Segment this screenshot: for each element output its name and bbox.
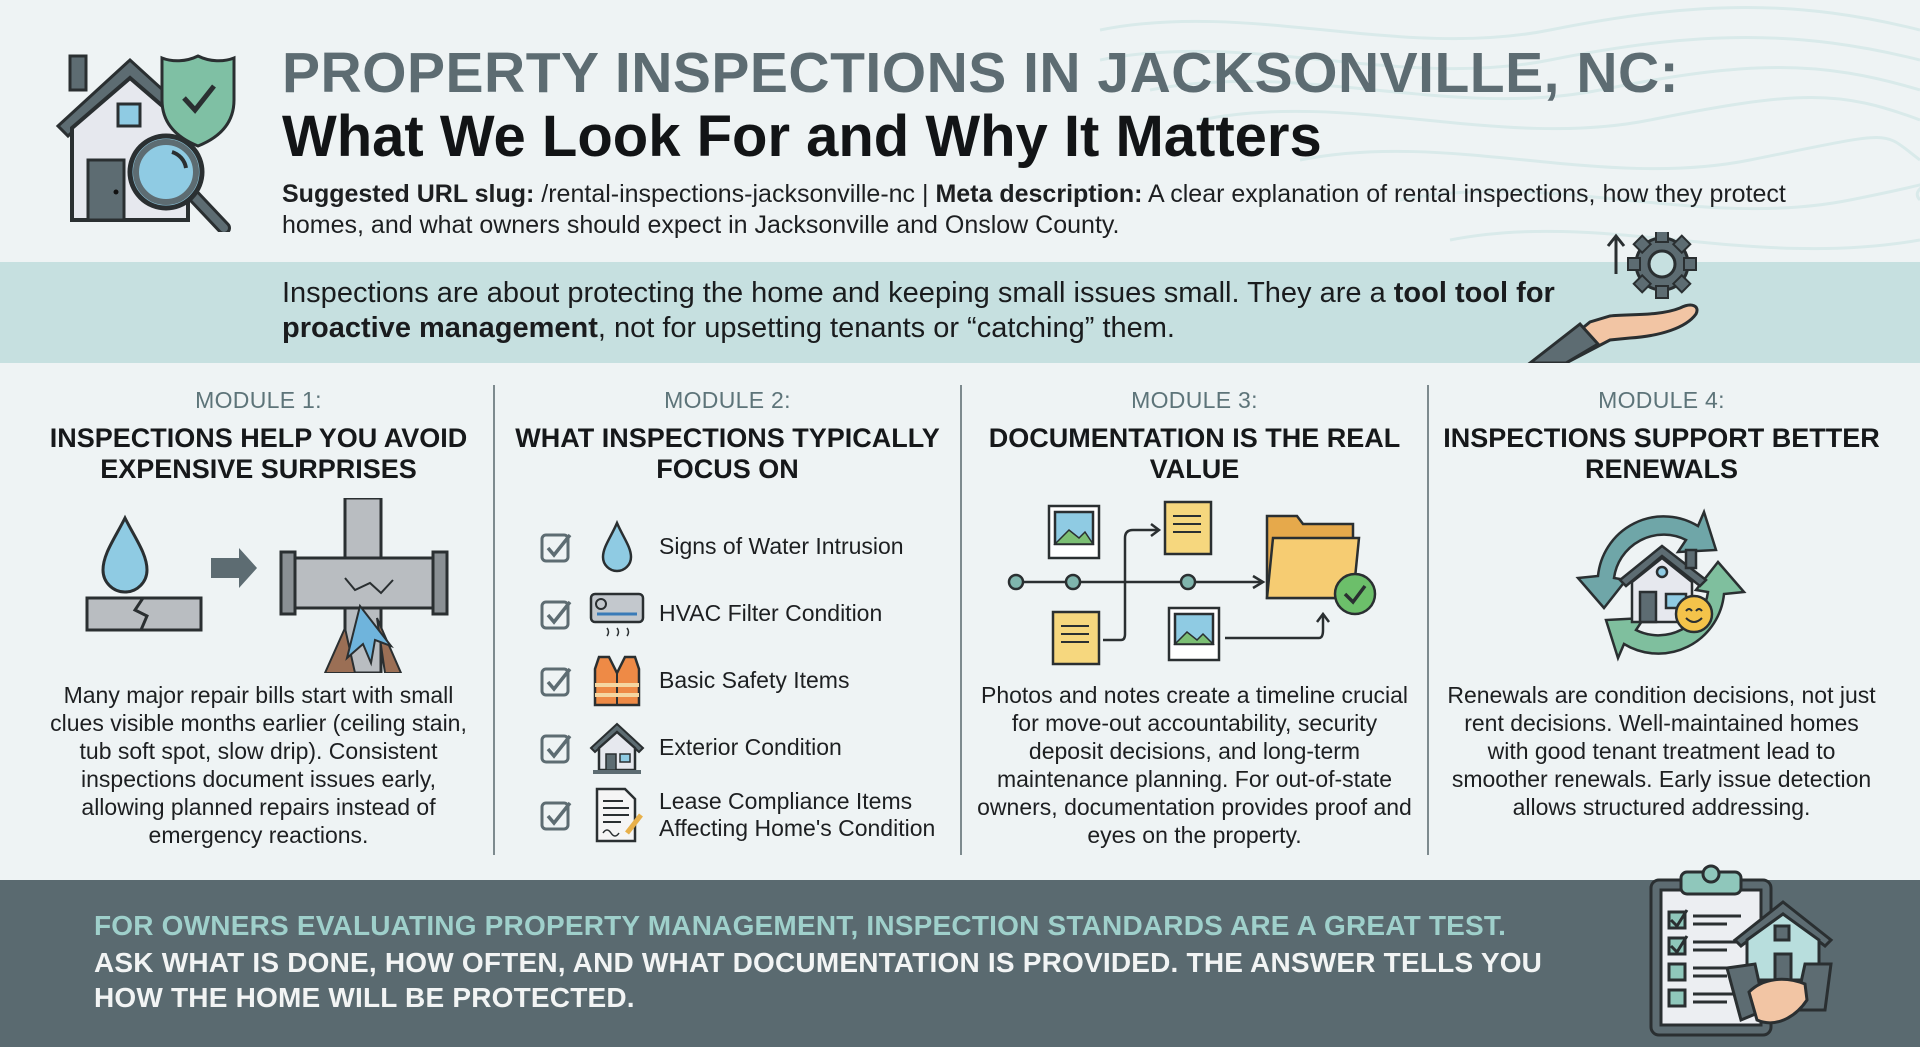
module-4 [1428, 363, 1895, 880]
key-message-start: Inspections are about protecting the home and keeping small issues small. They are a [282, 277, 1394, 309]
checklist-item-label: Lease Compliance Items Affecting Home's Condition [659, 787, 936, 841]
key-message-text [282, 276, 1582, 346]
footer-headline: FOR OWNERS EVALUATING PROPERTY MANAGEMENT, INSPECTION STANDARDS ARE A GREAT TEST. [94, 910, 1507, 941]
module-label: MODULE 3: [1131, 387, 1258, 413]
module-label: MODULE 1: [195, 387, 322, 413]
footer-body: ASK WHAT IS DONE, HOW OFTEN, AND WHAT DOCUMENTATION IS PROVIDED. THE ANSWER TELLS YOU HOW THE HOME WILL BE PROTECTED. [94, 947, 1543, 1013]
house-shield-magnifier-icon [48, 42, 240, 232]
checked-box-icon [539, 597, 573, 631]
checklist-item [539, 781, 959, 848]
page-subtitle: What We Look For and Why It Matters [282, 104, 1322, 169]
checked-box-icon [539, 731, 573, 765]
safety-vest-icon [589, 653, 645, 709]
focus-checklist [539, 513, 959, 848]
checklist-item [539, 580, 959, 647]
key-message-band [0, 262, 1920, 363]
module-body: Many major repair bills start with small clues visible months earlier (ceiling stain, tub soft spot, slow drip). Consistent inspections document issues early, allowing planned repairs instead of emergency reactions. [50, 682, 467, 848]
drip-to-burst-pipe-icon [25, 498, 492, 673]
meta-description-value: A clear explanation of rental inspections, how they protect homes, and what owners should expect in Jacksonville and Onslow County. [282, 180, 1786, 239]
module-title: INSPECTIONS SUPPORT BETTER RENEWALS [1443, 423, 1880, 484]
module-3 [961, 363, 1428, 880]
key-message-end: , not for upsetting tenants or “catching” them. [597, 312, 1175, 344]
checklist-item [539, 647, 959, 714]
module-2 [494, 363, 961, 880]
module-body: Renewals are condition decisions, not just rent decisions. Well-maintained homes with good tenant treatment lead to smoother renewals. Early issue detection allows structured addressing. [1447, 682, 1876, 820]
renewal-cycle-house-icon [1428, 498, 1895, 673]
checklist-item-label: Basic Safety Items [659, 667, 850, 693]
hvac-unit-icon [589, 586, 645, 642]
meta-description-label: Meta description: [935, 180, 1143, 208]
water-drop-icon [589, 519, 645, 575]
checked-box-icon [539, 664, 573, 698]
signed-document-icon [589, 787, 645, 843]
house-icon [589, 720, 645, 776]
module-label: MODULE 2: [664, 387, 791, 413]
checklist-item-label: Signs of Water Intrusion [659, 533, 904, 559]
page-header [0, 0, 1920, 262]
module-body: Photos and notes create a timeline crucial for move-out accountability, security deposit decisions, and long-term maintenance planning. For out-of-state owners, documentation provides proof and eyes on the property. [977, 682, 1412, 848]
page-title: PROPERTY INSPECTIONS IN JACKSONVILLE, NC: [282, 41, 1680, 105]
module-title: WHAT INSPECTIONS TYPICALLY FOCUS ON [515, 423, 940, 484]
key-message-emphasis: tool tool for proactive management [282, 277, 1555, 344]
clipboard-handshake-house-icon [1645, 860, 1835, 1040]
modules-section [0, 363, 1920, 880]
checklist-item [539, 513, 959, 580]
slug-label: Suggested URL slug: [282, 180, 535, 208]
checklist-item [539, 714, 959, 781]
checked-box-icon [539, 530, 573, 564]
checklist-item-label: Exterior Condition [659, 734, 842, 760]
module-1 [25, 363, 492, 880]
hand-holding-gear-icon [1520, 232, 1720, 363]
checklist-item-label: HVAC Filter Condition [659, 600, 883, 626]
footer-callout [0, 880, 1920, 1047]
timeline-photos-notes-folder-icon [961, 498, 1428, 673]
module-label: MODULE 4: [1598, 387, 1725, 413]
checked-box-icon [539, 798, 573, 832]
module-title: INSPECTIONS HELP YOU AVOID EXPENSIVE SURPRISES [49, 423, 468, 484]
slug-value: /rental-inspections-jacksonville-nc | [534, 180, 936, 208]
module-title: DOCUMENTATION IS THE REAL VALUE [988, 423, 1401, 484]
